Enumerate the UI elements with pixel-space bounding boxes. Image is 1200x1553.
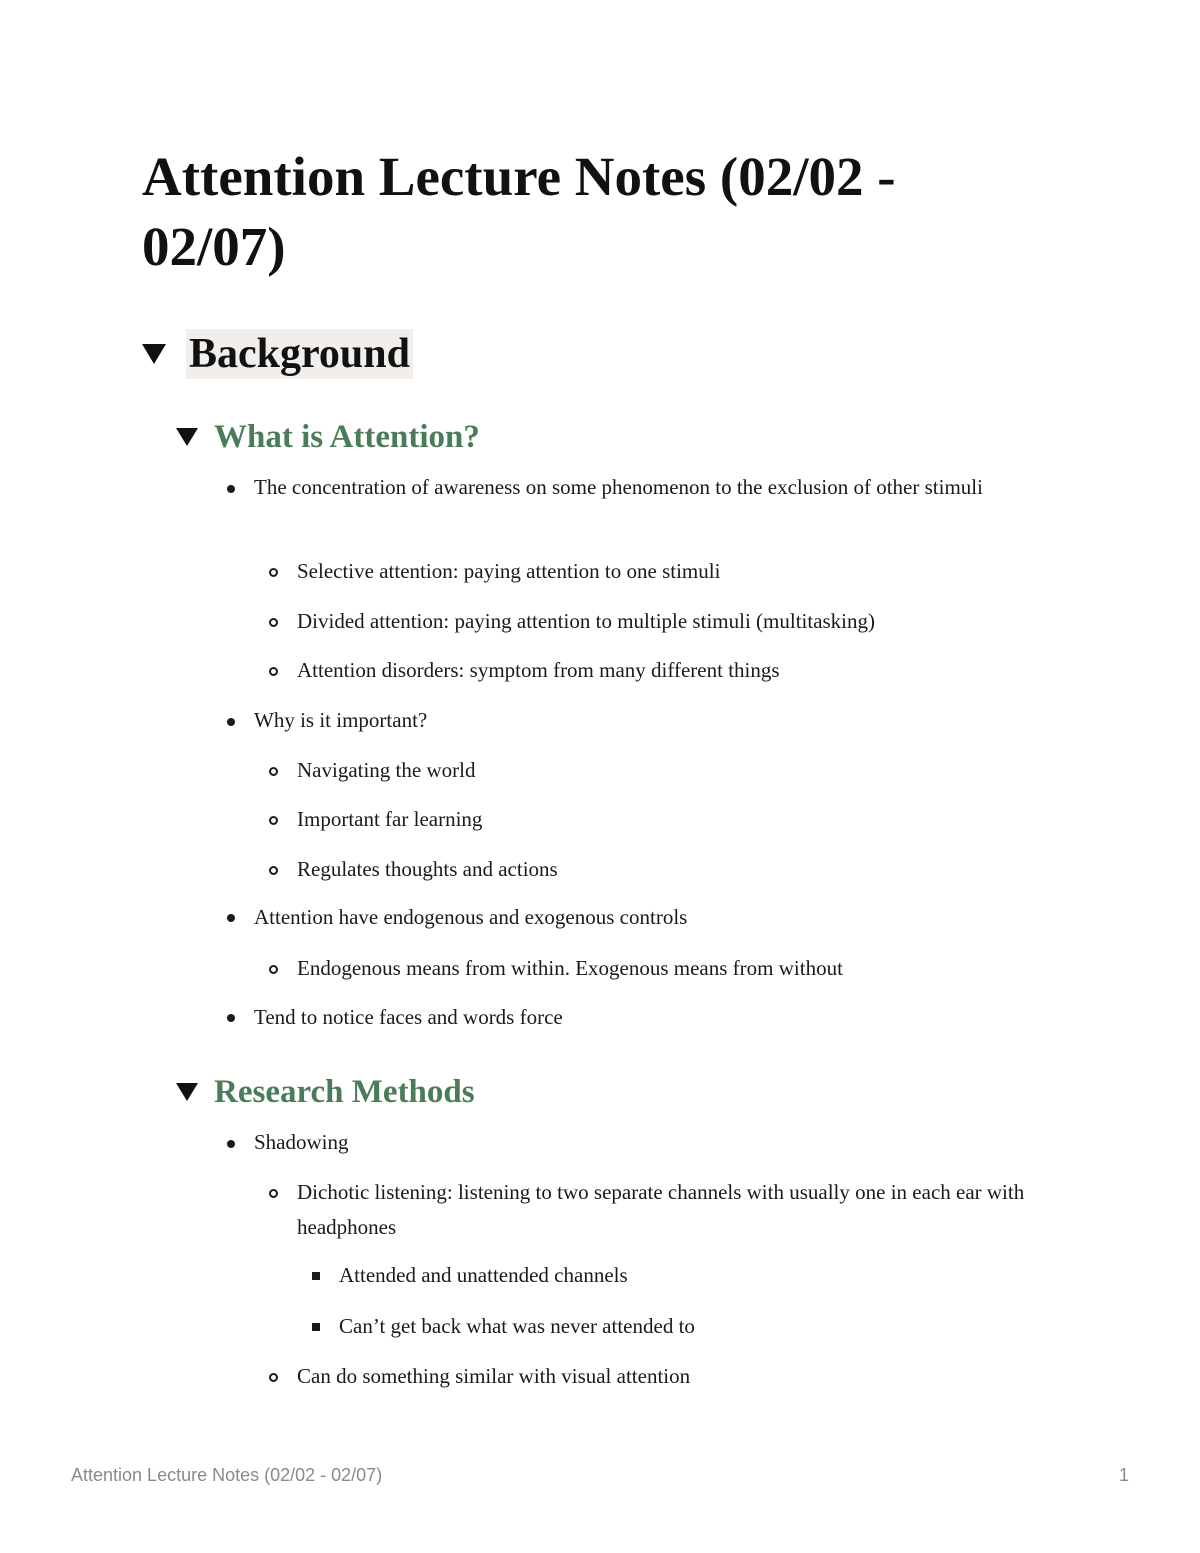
bullet-square-icon (312, 1323, 320, 1331)
bullet-circle-icon (269, 1189, 278, 1198)
list-item: Attention have endogenous and exogenous controls (254, 905, 688, 929)
list-item: Endogenous means from within. Exogenous means from without (297, 956, 843, 980)
heading-research-methods: Research Methods (214, 1074, 475, 1110)
list-item: Shadowing (254, 1130, 349, 1154)
bullet-square-icon (312, 1272, 320, 1280)
list-item: Can do something similar with visual attention (297, 1364, 691, 1388)
list-item: Dichotic listening: listening to two separate channels with usually one in each ear with headphones (297, 1180, 1025, 1239)
bullet-disc-icon (227, 1140, 235, 1148)
toggle-research-methods[interactable] (176, 1072, 475, 1112)
list-item: The concentration of awareness on some phenomenon to the exclusion of other stimuli (254, 475, 983, 499)
bullet-circle-icon (269, 965, 278, 974)
bullet-circle-icon (269, 667, 278, 676)
toggle-what-is-attention[interactable] (176, 417, 480, 457)
toggle-triangle-icon[interactable] (142, 344, 166, 364)
list-item: Important far learning (297, 807, 483, 831)
list-item: Navigating the world (297, 758, 476, 782)
toggle-triangle-icon[interactable] (176, 1083, 198, 1101)
footer-page-number: 1 (1118, 1465, 1129, 1485)
bullet-disc-icon (227, 1014, 235, 1022)
list-item: Regulates thoughts and actions (297, 857, 558, 881)
page-title: Attention Lecture Notes (02/02 - 02/07) (142, 146, 896, 277)
bullet-circle-icon (269, 816, 278, 825)
bullet-circle-icon (269, 618, 278, 627)
toggle-triangle-icon[interactable] (176, 428, 198, 446)
bullet-disc-icon (227, 485, 235, 493)
bullet-circle-icon (269, 767, 278, 776)
list-item: Can’t get back what was never attended to (339, 1314, 695, 1338)
list-item: Selective attention: paying attention to one stimuli (297, 559, 721, 583)
list-item: Tend to notice faces and words force (254, 1005, 563, 1029)
list-item: Attended and unattended channels (339, 1263, 628, 1287)
toggle-background[interactable] (142, 329, 413, 379)
heading-background: Background (186, 329, 413, 379)
footer-document-title: Attention Lecture Notes (02/02 - 02/07) (71, 1465, 383, 1485)
bullet-disc-icon (227, 914, 235, 922)
bullet-circle-icon (269, 568, 278, 577)
list-item: Divided attention: paying attention to multiple stimuli (multitasking) (297, 609, 876, 633)
bullet-circle-icon (269, 866, 278, 875)
heading-what-is-attention: What is Attention? (214, 419, 480, 455)
bullet-disc-icon (227, 718, 235, 726)
list-item: Why is it important? (254, 708, 428, 732)
bullet-circle-icon (269, 1373, 278, 1382)
list-item: Attention disorders: symptom from many different things (297, 658, 780, 682)
